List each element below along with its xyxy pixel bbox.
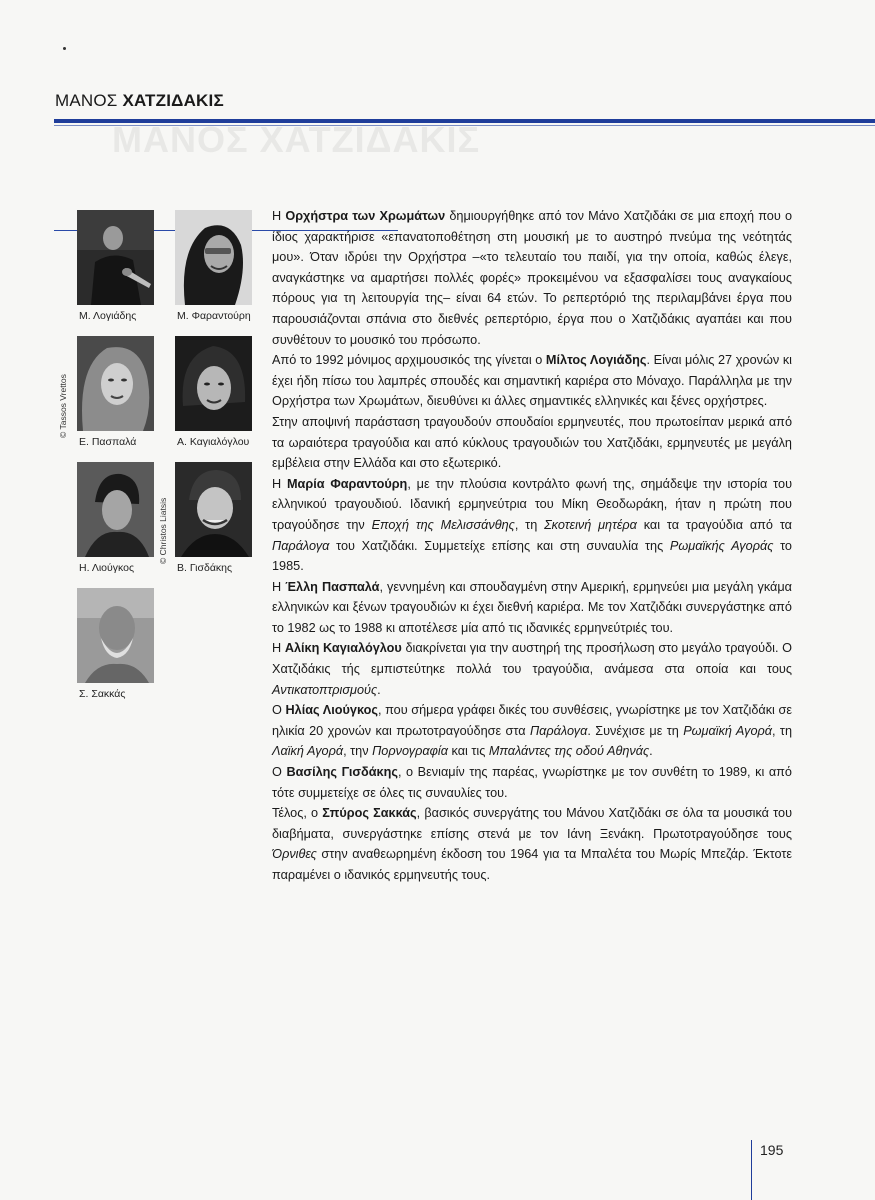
caption-logiadis: Μ. Λογιάδης — [79, 310, 137, 322]
name-highlight: Έλλη Πασπαλά — [285, 579, 380, 594]
photo-sakkas — [77, 588, 154, 683]
name-highlight: Σπύρος Σακκάς — [322, 806, 417, 821]
text-run: . — [649, 744, 653, 759]
text-run: Ο — [272, 765, 287, 780]
text-run: . Είναι μόλις 27 χρονών κι έχει ήδη πίσω του λαμπρές σπουδές και σημαντική καριέρα στο Μόναχο. Παράλληλα με την Ορχήστρα των Χρωμάτων, διευθύνει κι άλλες σημαντικές ελληνικές και ξένες ορχήστρες. — [272, 353, 792, 409]
text-run: και τις — [447, 744, 489, 759]
text-run: , τη — [772, 723, 792, 738]
text-run: του Χατζιδάκι. Συμμετείχε επίσης και στη συναυλία της — [329, 538, 670, 553]
text-run: Η — [272, 209, 286, 223]
text-run: Η — [272, 476, 287, 491]
text-run: , γεννημένη και σπουδαγμένη στην Αμερική, ερμηνεύει μια μεγάλη γκάμα ελληνικών και ξένων τραγουδιών κι έχει διεθνή καριέρα. Με τον Χατζιδάκι συνεργάστηκε από το 1982 ως το 1988 κι αποτέλεσε μία από τις ιδανικές ερμηνεύτριές του. — [272, 579, 793, 635]
paragraph — [272, 412, 792, 474]
work-title: Μπαλάντες της οδού Αθηνάς — [488, 744, 650, 759]
paragraph — [272, 803, 792, 885]
photo-paspala — [77, 336, 154, 431]
photo-farantouri — [175, 210, 252, 305]
paragraph — [272, 700, 792, 762]
text-run: , που σήμερα γράφει δικές του συνθέσεις, γνωρίστηκε με τον Χατζιδάκι σε ηλικία 20 χρονών και πρωτοτραγούδησε στα — [272, 703, 792, 738]
work-title: Σκοτεινή μητέρα — [544, 517, 637, 532]
text-run: Η — [272, 579, 286, 594]
photo-kagialoglou — [175, 336, 252, 431]
name-highlight: Βασίλης Γισδάκης — [286, 765, 398, 780]
work-title: Πορνογραφία — [372, 744, 448, 759]
photo-gisdakis — [175, 462, 252, 557]
work-title: Παράλογα — [529, 723, 588, 738]
caption-kagialoglou: Α. Καγιαλόγλου — [177, 436, 250, 448]
page-header — [55, 91, 224, 111]
header-first-name: ΜΑΝΟΣ — [55, 91, 118, 110]
text-run: Στην αποψινή παράσταση τραγουδούν σπουδαίοι ερμηνευτές, που πρωτοείπαν μερικά από τα ωραιότερα τραγούδια και από κύκλους τραγουδιών του Χατζιδάκι, ερμηνευτές με μεγάλη εμβέλεια στην Ελλάδα και στο εξωτερικό. — [272, 414, 792, 471]
paragraph — [272, 474, 792, 577]
work-title: Λαϊκή Αγορά — [272, 744, 344, 759]
caption-paspala: Ε. Πασπαλά — [79, 436, 137, 448]
text-run: Από το 1992 μόνιμος αρχιμουσικός της γίνεται ο — [272, 353, 546, 368]
caption-liougkos: Η. Λιούγκος — [79, 562, 135, 574]
text-run: , τη — [514, 517, 545, 532]
work-title: Παράλογα — [272, 538, 330, 553]
credit-christos-liatsis: © Christos Liatsis — [158, 497, 168, 564]
name-highlight: Ηλίας Λιούγκος — [285, 703, 378, 718]
name-highlight: Μίλτος Λογιάδης — [545, 353, 647, 368]
photo-liougkos — [77, 462, 154, 557]
photo-logiadis — [77, 210, 154, 305]
caption-sakkas: Σ. Σακκάς — [79, 688, 126, 700]
text-run: και τα τραγούδια από τα — [636, 517, 792, 532]
text-run: , ο Βενιαμίν της παρέας, γνωρίστηκε με τον συνθέτη το 1989, κι από τότε συμμετείχε σε όλες τις συναυλίες του. — [272, 765, 792, 800]
work-title: Ρωμαϊκή Αγορά — [683, 723, 773, 738]
header-last-name: ΧΑΤΖΙΔΑΚΙΣ — [122, 91, 224, 110]
paragraph — [272, 350, 792, 412]
text-run: , με την πλούσια κοντράλτο φωνή της, σημάδεψε την ιστορία του ελληνικού τραγουδιού. Ιδανική ερμηνεύτρια του Μίκη Θεοδωράκη, ήταν η πρώτη που τραγούδησε την — [272, 476, 793, 532]
name-highlight: Αλίκη Καγιαλόγλου — [284, 641, 402, 656]
paragraph — [272, 638, 792, 700]
article-body — [272, 206, 792, 886]
text-run: . Συνέχισε με τη — [587, 723, 684, 738]
page-number-rule — [751, 1140, 752, 1200]
text-run: στην αναθεωρημένη έκδοση του 1964 για τα Μπαλέτα του Μωρίς Μπεζάρ. Έκτοτε παραμένει ο ιδανικός ερμηνευτής τους. — [272, 847, 792, 882]
paragraph — [272, 206, 792, 350]
work-title: Όρνιθες — [272, 847, 317, 862]
name-highlight: Ορχήστρα των Χρωμάτων — [285, 209, 446, 223]
text-run: , βασικός συνεργάτης του Μάνου Χατζιδάκι σε όλα τα μουσικά του διαβήματα, συνεργάστηκε επίσης στενά με τον Ιάνη Ξενάκη. Πρωτοτραγούδησε τους — [272, 806, 793, 841]
text-run: . — [377, 682, 381, 697]
page-number: 195 — [760, 1142, 784, 1158]
printer-dot — [63, 47, 66, 50]
work-title: Εποχή της Μελισσάνθης — [371, 517, 515, 532]
text-run: , την — [343, 744, 373, 759]
credit-tassos-vrettos: © Tassos Vrettos — [58, 374, 68, 438]
text-run: Ο — [272, 703, 286, 718]
text-run: δημιουργήθηκε από τον Μάνο Χατζιδάκι σε μια εποχή που ο ίδιος χαρακτήρισε «επανατοποθέτηση στη μουσική με το αυστηρό πνεύμα της νεότητάς μου». Όταν ιδρύει την Ορχήστρα –«το τελευταίο του παιδί, για την οποία, καθώς έλεγε, αναγκάστηκε να αμαρτήσει πολλές φορές» προκειμένου να εξασφαλίσει τους αναγκαίους πόρους για τη λειτουργία της– είναι 64 ετών. Το ρεπερτόριό της περιλαμβάνει έργα που παρουσιάζονται σπάνια στο διεθνές ρεπερτόριο, έργα που ο Χατζιδάκις αγαπάει και που συνθέτουν το μουσικό του πρόσωπο. — [272, 209, 793, 347]
text-run: διακρίνεται για την αυστηρή της προσήλωση στο μεγάλο τραγούδι. Ο Χατζιδάκις τής εμπιστεύτηκε πολλά του τραγούδια, ανάμεσα στα οποία και τους — [272, 641, 793, 677]
paragraph — [272, 577, 792, 639]
ghost-title: ΜΑΝΟΣ ΧΑΤΖΙΔΑΚΙΣ — [112, 119, 481, 160]
text-run: Τέλος, ο — [272, 806, 323, 821]
paragraph — [272, 762, 792, 803]
caption-farantouri: Μ. Φαραντούρη — [177, 310, 251, 322]
caption-gisdakis: Β. Γισδάκης — [177, 562, 233, 574]
name-highlight: Μαρία Φαραντούρη — [286, 476, 408, 491]
work-title: Ρωμαϊκής Αγοράς — [669, 538, 774, 553]
text-run: Η — [272, 641, 285, 656]
text-run: το 1985. — [272, 538, 792, 574]
work-title: Αντικατοπτρισμούς — [272, 682, 378, 697]
